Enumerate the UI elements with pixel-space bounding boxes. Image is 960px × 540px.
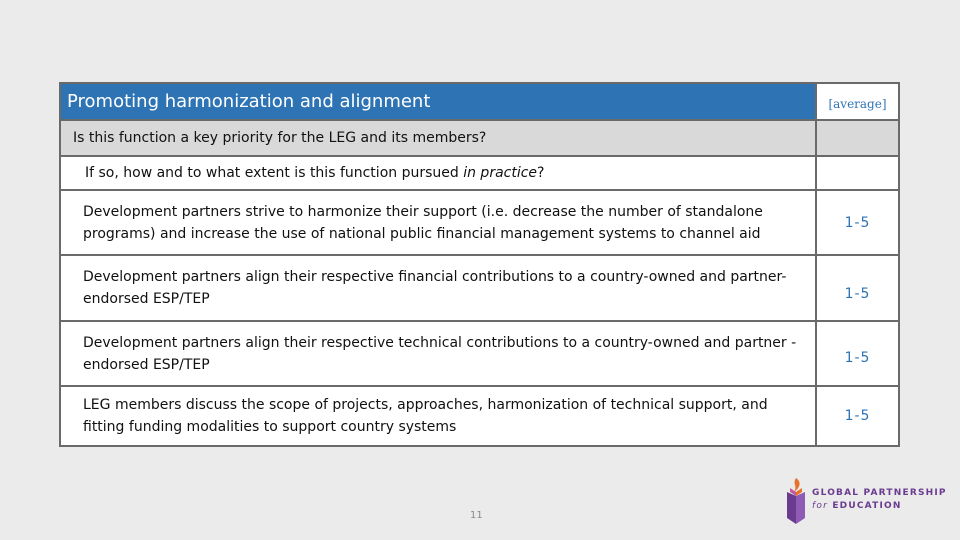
practice-question-emphasis: in practice bbox=[463, 165, 538, 181]
assessment-table bbox=[59, 82, 900, 447]
practice-question bbox=[61, 157, 815, 189]
practice-question-suffix: ? bbox=[537, 165, 545, 181]
priority-score-cell bbox=[817, 121, 898, 155]
logo-line-1: GLOBAL PARTNERSHIP bbox=[812, 488, 947, 498]
priority-question: Is this function a key priority for the LEG and its members? bbox=[61, 121, 815, 155]
logo-for: for bbox=[812, 501, 828, 511]
practice-question-prefix: If so, how and to what extent is this function pursued bbox=[85, 165, 464, 181]
table-row-text: Development partners align their respective financial contributions to a country-owned and partner-endorsed ESP/TEP bbox=[61, 256, 815, 320]
gpe-logo bbox=[782, 476, 952, 526]
average-column-header: [average] bbox=[817, 84, 898, 119]
table-row-text: Development partners strive to harmonize their support (i.e. decrease the number of standalone programs) and increase the use of national public financial management systems to channel aid bbox=[61, 191, 815, 254]
table-row-score: 1-5 bbox=[817, 322, 898, 385]
book-flame-icon bbox=[782, 476, 810, 526]
table-row-text: LEG members discuss the scope of projects, approaches, harmonization of technical support, and fitting funding modalities to support country systems bbox=[61, 387, 815, 445]
practice-score-cell bbox=[817, 157, 898, 189]
logo-line-2 bbox=[812, 501, 902, 511]
table-row-text: Development partners align their respective technical contributions to a country-owned and partner -endorsed ESP/TEP bbox=[61, 322, 815, 385]
table-title: Promoting harmonization and alignment bbox=[61, 84, 815, 119]
page-number: 11 bbox=[470, 510, 483, 521]
logo-education: EDUCATION bbox=[832, 501, 902, 511]
table-row-score: 1-5 bbox=[817, 191, 898, 254]
table-row-score: 1-5 bbox=[817, 256, 898, 320]
table-row-score: 1-5 bbox=[817, 387, 898, 445]
